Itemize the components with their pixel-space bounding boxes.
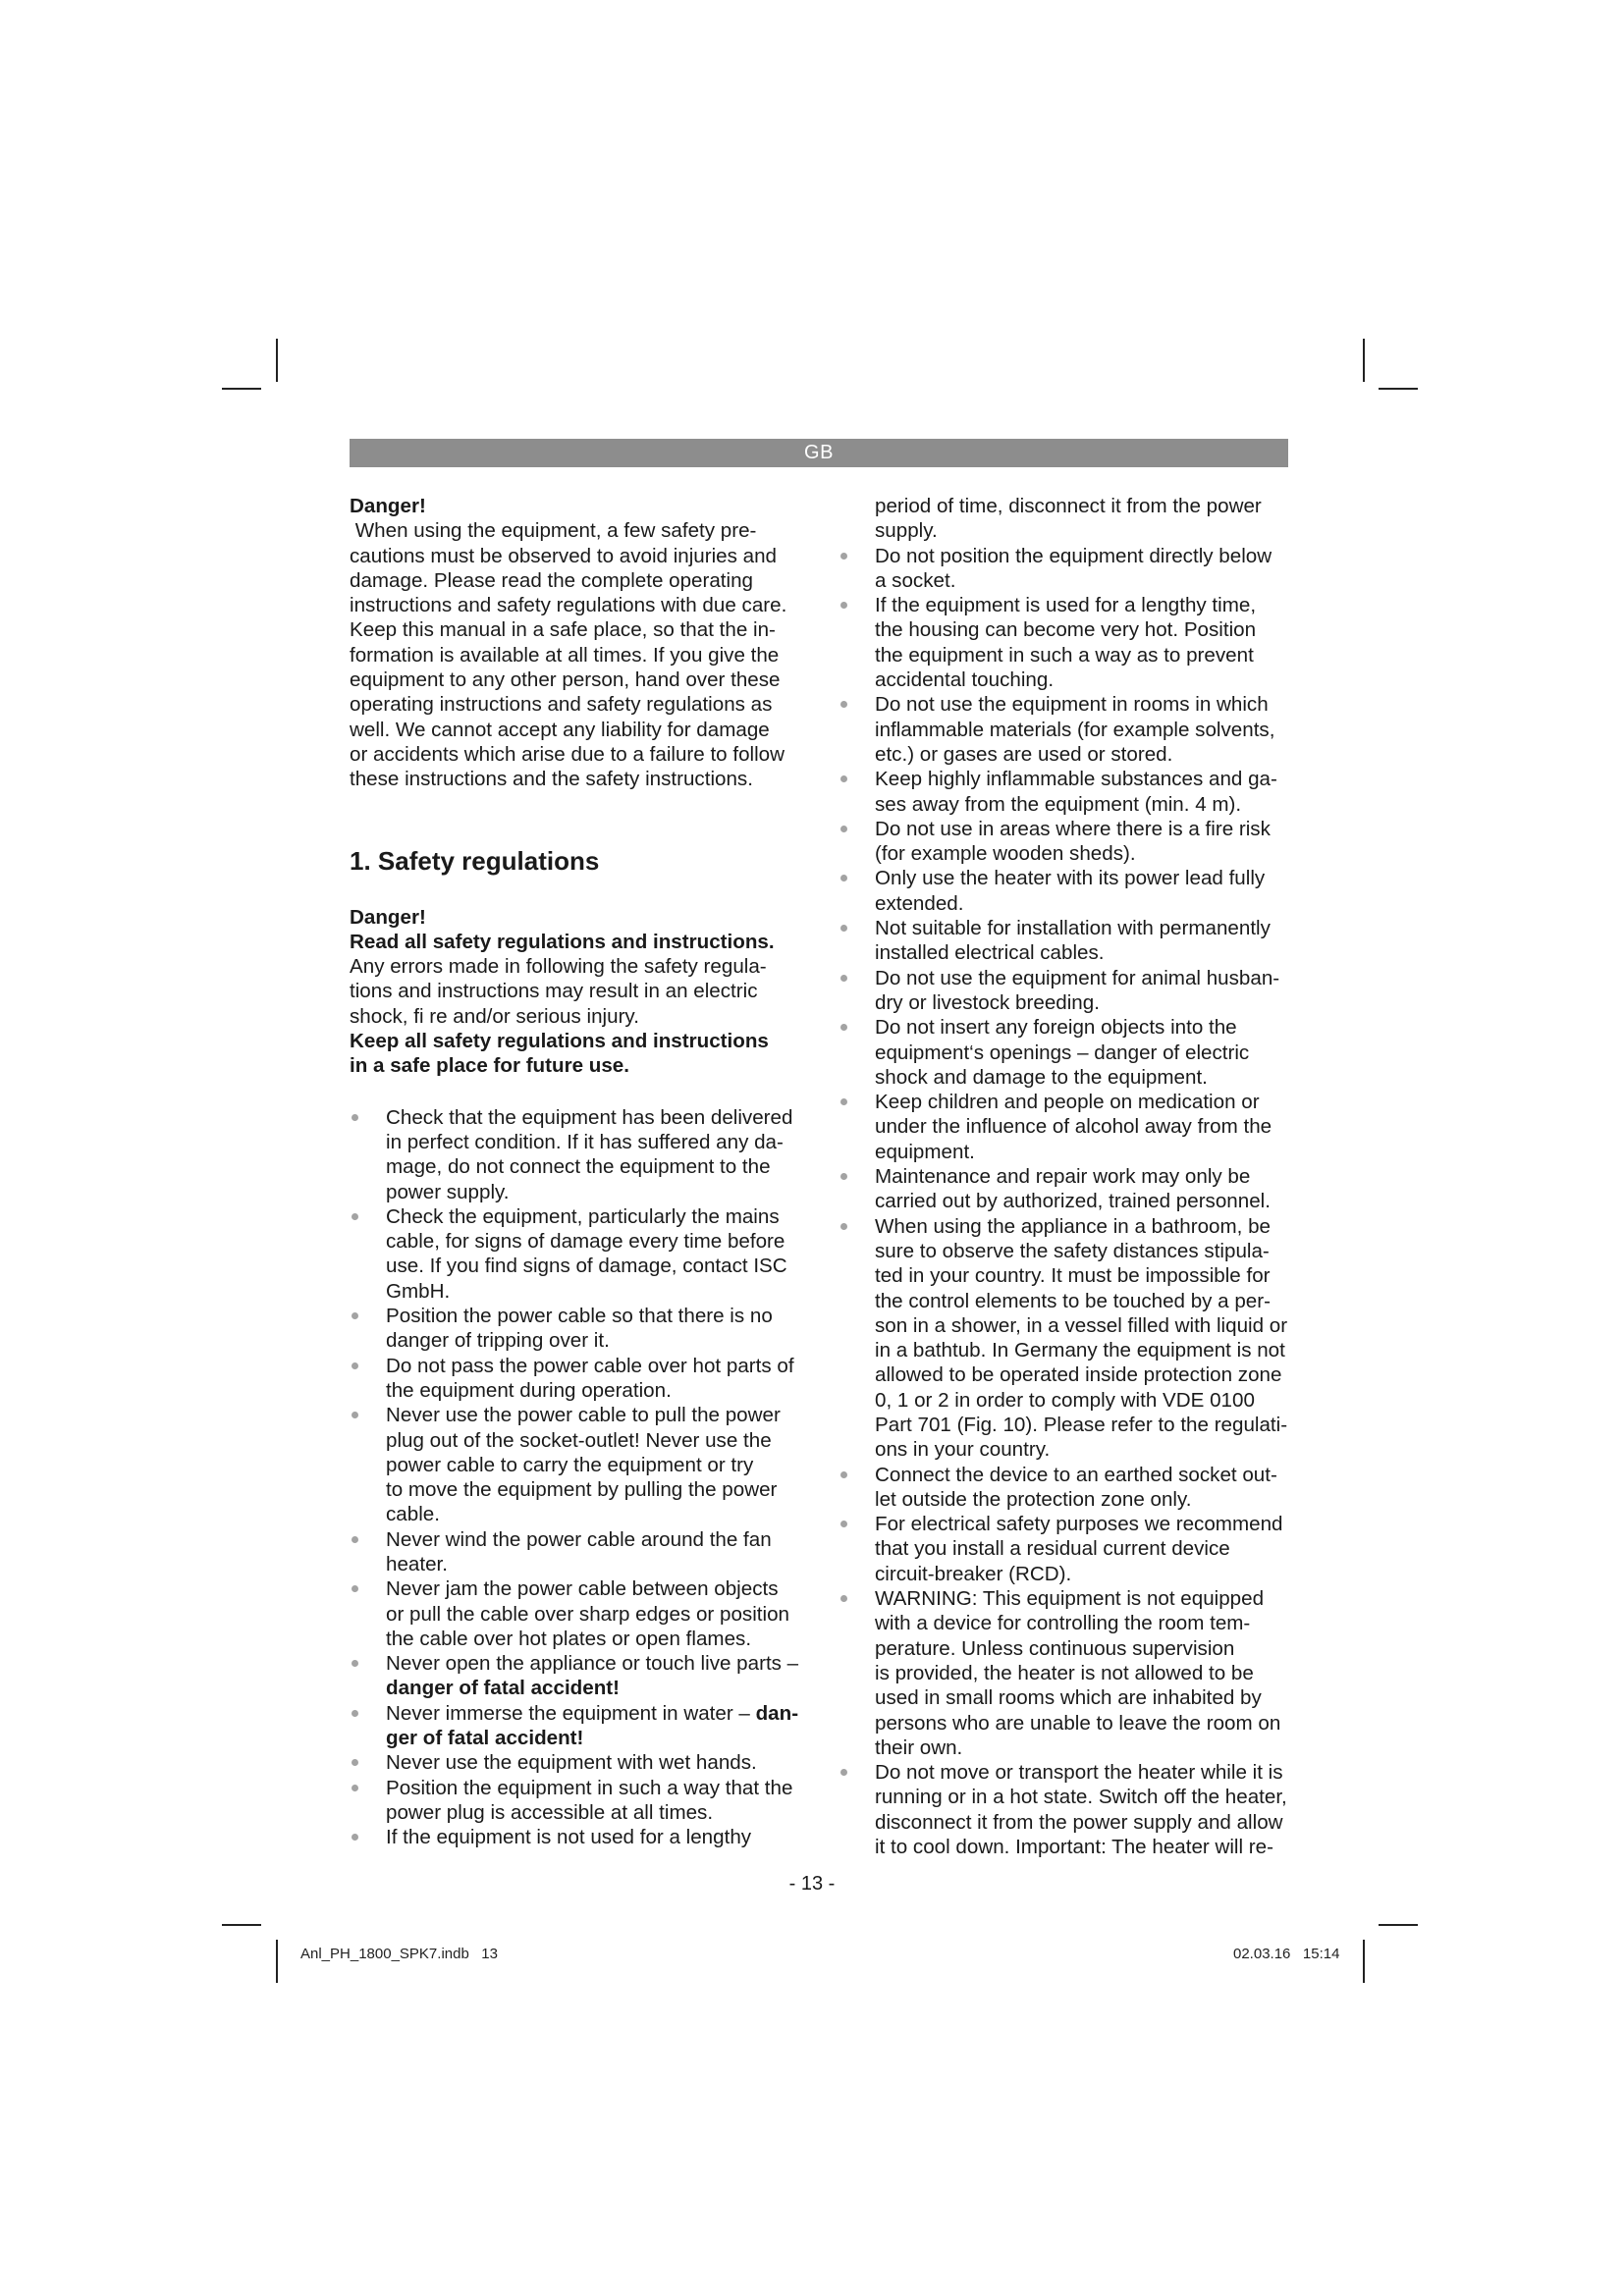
text-line: power supply. — [386, 1180, 510, 1203]
bullet-icon — [840, 975, 847, 982]
text-line: disconnect it from the power supply and allow — [875, 1810, 1283, 1834]
text-line: equipment. — [875, 1140, 975, 1163]
bullet-icon — [840, 1471, 847, 1478]
text-line: Never use the power cable to pull the power — [386, 1404, 781, 1427]
bullet-icon — [840, 875, 847, 881]
errors-paragraph — [350, 954, 803, 1029]
crop-mark — [1363, 1940, 1365, 1983]
text-line: (for example wooden sheds). — [875, 842, 1136, 866]
text-line: cable, for signs of damage every time before — [386, 1230, 785, 1254]
text-line: dry or livestock breeding. — [875, 990, 1100, 1014]
list-item — [839, 1760, 1292, 1859]
text-line: installed electrical cables. — [875, 941, 1105, 965]
bullet-icon — [840, 553, 847, 560]
crop-mark — [276, 1940, 278, 1983]
bullet-icon — [352, 1114, 358, 1121]
text-line: these instructions and the safety instructions. — [350, 768, 753, 791]
text-line: a socket. — [875, 568, 956, 592]
text-line: Do not move or transport the heater while it is — [875, 1761, 1283, 1785]
text-line: Position the power cable so that there is no — [386, 1305, 773, 1328]
bullet-icon — [840, 1173, 847, 1180]
text-line: Not suitable for installation with permanently — [875, 917, 1271, 940]
text-line: ons in your country. — [875, 1438, 1051, 1462]
text-line: circuit-breaker (RCD). — [875, 1562, 1072, 1585]
text-line: WARNING: This equipment is not equipped — [875, 1587, 1265, 1611]
text-line: Keep children and people on medication or — [875, 1091, 1260, 1114]
text-line: mage, do not connect the equipment to the — [386, 1155, 771, 1179]
list-item — [350, 1576, 803, 1651]
text-line: in perfect condition. If it has suffered any da- — [386, 1130, 784, 1153]
list-item — [350, 1105, 803, 1204]
bullet-icon — [840, 1769, 847, 1776]
text-line: heater. — [386, 1552, 448, 1575]
list-item — [839, 544, 1292, 594]
bullet-icon — [840, 775, 847, 782]
text-line: power plug is accessible at all times. — [386, 1800, 714, 1824]
text-line: If the equipment is not used for a lengthy — [386, 1826, 752, 1849]
list-item — [350, 1204, 803, 1304]
text-line: When using the appliance in a bathroom, be — [875, 1214, 1271, 1238]
text-line: well. We cannot accept any liability for damage — [350, 718, 770, 741]
safety-list-right — [839, 544, 1292, 1860]
list-item — [350, 1776, 803, 1826]
text-line: Do not pass the power cable over hot parts of — [386, 1354, 794, 1377]
bullet-icon — [352, 1412, 358, 1418]
left-column — [350, 494, 803, 1850]
list-item — [350, 1825, 803, 1849]
text-line: Check the equipment, particularly the mains — [386, 1204, 780, 1228]
list-item — [839, 1015, 1292, 1090]
text-line: period of time, disconnect it from the power — [875, 495, 1262, 517]
list-item — [839, 767, 1292, 817]
text-line: Do not insert any foreign objects into the — [875, 1016, 1237, 1040]
list-item — [839, 1463, 1292, 1513]
bullet-icon — [840, 1595, 847, 1602]
text-line: Never jam the power cable between objects — [386, 1577, 779, 1601]
text-line: danger of tripping over it. — [386, 1329, 610, 1353]
text-line: carried out by authorized, trained personnel. — [875, 1190, 1271, 1213]
text-line: Never use the equipment with wet hands. — [386, 1751, 757, 1775]
text-line: inflammable materials (for example solvents, — [875, 718, 1275, 741]
text-line: use. If you find signs of damage, contact ISC — [386, 1255, 787, 1278]
text-line: used in small rooms which are inhabited by — [875, 1686, 1262, 1710]
bullet-icon — [840, 826, 847, 832]
crop-mark — [222, 1924, 261, 1926]
continuation-text — [839, 494, 1292, 544]
bullet-icon — [352, 1785, 358, 1791]
crop-mark — [276, 339, 278, 382]
text-line: perature. Unless continuous supervision — [875, 1636, 1235, 1660]
text-line: extended. — [875, 891, 964, 915]
text-line: cautions must be observed to avoid injuries and — [350, 544, 778, 567]
page-number: - 13 - — [788, 1873, 836, 1895]
text-line: equipment to any other person, hand over these — [350, 668, 781, 692]
bullet-icon — [352, 1536, 358, 1543]
list-item — [839, 866, 1292, 916]
bullet-icon — [352, 1759, 358, 1766]
bullet-icon — [352, 1585, 358, 1592]
text-line: formation is available at all times. If you give the — [350, 643, 780, 667]
text-line: Connect the device to an earthed socket out- — [875, 1463, 1277, 1486]
section-title: 1. Safety regulations — [350, 845, 600, 876]
language-header-bar — [350, 439, 1288, 467]
list-item — [839, 916, 1292, 966]
text-line — [386, 1701, 803, 1726]
text-line: to move the equipment by pulling the power — [386, 1478, 778, 1502]
list-item — [839, 966, 1292, 1016]
text-line: it to cool down. Important: The heater will re- — [875, 1836, 1273, 1859]
text-line: operating instructions and safety regulations as — [350, 693, 773, 717]
bullet-icon — [352, 1660, 358, 1667]
list-item — [350, 1403, 803, 1526]
bullet-icon — [352, 1312, 358, 1319]
text-line: persons who are unable to leave the room on — [875, 1711, 1281, 1735]
list-item — [350, 1651, 803, 1701]
text-line: Only use the heater with its power lead fully — [875, 867, 1266, 890]
text-line: etc.) or gases are used or stored. — [875, 742, 1173, 766]
text-line: cable. — [386, 1503, 440, 1526]
language-tab: GB — [804, 442, 834, 463]
list-item — [350, 1304, 803, 1354]
text-line: shock and damage to the equipment. — [875, 1065, 1208, 1089]
crop-mark — [1363, 339, 1365, 382]
text-line: Do not use the equipment for animal husban- — [875, 966, 1280, 989]
print-timestamp: 02.03.16 15:14 — [1233, 1946, 1340, 1962]
text-line: tions and instructions may result in an electric — [350, 980, 758, 1003]
bullet-icon — [840, 1024, 847, 1031]
text-line: in a bathtub. In Germany the equipment is not — [875, 1339, 1285, 1362]
bullet-icon — [840, 701, 847, 708]
text-line: Keep this manual in a safe place, so that the in- — [350, 618, 776, 642]
text-line: Position the equipment in such a way that the — [386, 1776, 793, 1799]
text-line: the control elements to be touched by a per- — [875, 1289, 1271, 1312]
text-line: son in a shower, in a vessel filled with liquid or — [875, 1313, 1288, 1337]
bullet-icon — [352, 1834, 358, 1841]
text-line: instructions and safety regulations with due care. — [350, 594, 787, 617]
text-line: that you install a residual current device — [875, 1537, 1230, 1561]
text-line: power cable to carry the equipment or try — [386, 1453, 754, 1476]
crop-mark — [1379, 388, 1418, 390]
safety-list-left — [350, 1105, 803, 1850]
text-line: Any errors made in following the safety regula- — [350, 955, 767, 979]
list-item — [839, 1512, 1292, 1586]
list-item — [839, 692, 1292, 767]
bullet-icon — [840, 602, 847, 609]
text-line: Do not use in areas where there is a fire risk — [875, 817, 1271, 840]
list-item — [350, 1701, 803, 1751]
text-line: the equipment during operation. — [386, 1378, 672, 1402]
text-line: Keep highly inflammable substances and ga- — [875, 768, 1277, 791]
intro-danger-heading: Danger! — [350, 495, 426, 517]
bullet-icon — [840, 1223, 847, 1230]
text-line: ses away from the equipment (min. 4 m). — [875, 792, 1242, 816]
text-line: their own. — [875, 1735, 963, 1759]
list-item — [839, 1090, 1292, 1164]
text-line: accidental touching. — [875, 668, 1055, 692]
keep-notice — [350, 1029, 803, 1079]
intro-paragraph — [350, 518, 803, 791]
text-line: or pull the cable over sharp edges or position — [386, 1602, 789, 1626]
text-line: sure to observe the safety distances stipula- — [875, 1239, 1270, 1262]
text-line: GmbH. — [386, 1279, 451, 1303]
text-line: Keep all safety regulations and instructions — [350, 1030, 769, 1053]
text-line: let outside the protection zone only. — [875, 1487, 1192, 1511]
list-item — [350, 1527, 803, 1577]
list-item — [839, 817, 1292, 867]
text-line: shock, fi re and/or serious injury. — [350, 1004, 639, 1028]
text-line: plug out of the socket-outlet! Never use the — [386, 1428, 772, 1452]
text-line: When using the equipment, a few safety pre- — [350, 519, 757, 543]
warning-text: danger of fatal accident! — [386, 1677, 621, 1700]
text-line: Do not use the equipment in rooms in which — [875, 693, 1269, 717]
bullet-icon — [840, 1521, 847, 1527]
list-item — [839, 1586, 1292, 1760]
text-line: damage. Please read the complete operating — [350, 568, 754, 592]
list-item — [350, 1354, 803, 1404]
text-line: Do not position the equipment directly below — [875, 544, 1272, 567]
text-line: is provided, the heater is not allowed to be — [875, 1661, 1254, 1684]
text-line: Check that the equipment has been delivered — [386, 1105, 793, 1129]
warning-text: dan- — [755, 1701, 799, 1725]
right-column — [839, 494, 1292, 1859]
list-item — [839, 593, 1292, 692]
text-line: For electrical safety purposes we recommend — [875, 1513, 1283, 1536]
text-line: under the influence of alcohol away from the — [875, 1115, 1272, 1139]
list-item — [839, 1214, 1292, 1463]
crop-mark — [222, 388, 261, 390]
bullet-icon — [352, 1213, 358, 1220]
text-line: If the equipment is used for a lengthy time, — [875, 594, 1257, 617]
bullet-icon — [352, 1710, 358, 1717]
text-line: in a safe place for future use. — [350, 1054, 629, 1078]
bullet-icon — [840, 925, 847, 932]
file-name: Anl_PH_1800_SPK7.indb 13 — [300, 1946, 498, 1962]
text-line: ted in your country. It must be impossible for — [875, 1264, 1271, 1288]
text-line: allowed to be operated inside protection zone — [875, 1363, 1282, 1387]
text-line: the housing can become very hot. Position — [875, 618, 1257, 642]
text-span: Never immerse the equipment in water – — [386, 1701, 756, 1725]
bullet-icon — [840, 1098, 847, 1105]
danger-heading: Danger! — [350, 905, 426, 929]
list-item — [839, 1164, 1292, 1214]
bullet-icon — [352, 1362, 358, 1369]
text-line: with a device for controlling the room tem- — [875, 1612, 1251, 1635]
read-all-notice: Read all safety regulations and instructions. — [350, 930, 775, 953]
text-line: equipment‘s openings – danger of electric — [875, 1041, 1250, 1064]
text-line: running or in a hot state. Switch off the heater, — [875, 1786, 1287, 1809]
text-line: the equipment in such a way as to prevent — [875, 643, 1254, 667]
text-line: 0, 1 or 2 in order to comply with VDE 0100 — [875, 1388, 1255, 1412]
text-line: Maintenance and repair work may only be — [875, 1165, 1251, 1189]
text-line: Part 701 (Fig. 10). Please refer to the regulati- — [875, 1413, 1288, 1436]
crop-mark — [1379, 1924, 1418, 1926]
text-line: Never open the appliance or touch live parts – — [386, 1652, 799, 1676]
text-line: the cable over hot plates or open flames. — [386, 1627, 752, 1650]
warning-text: ger of fatal accident! — [386, 1727, 584, 1750]
text-line: or accidents which arise due to a failure to follow — [350, 742, 785, 766]
text-line: Never wind the power cable around the fan — [386, 1527, 772, 1551]
text-line: supply. — [875, 519, 938, 543]
list-item — [350, 1750, 803, 1775]
